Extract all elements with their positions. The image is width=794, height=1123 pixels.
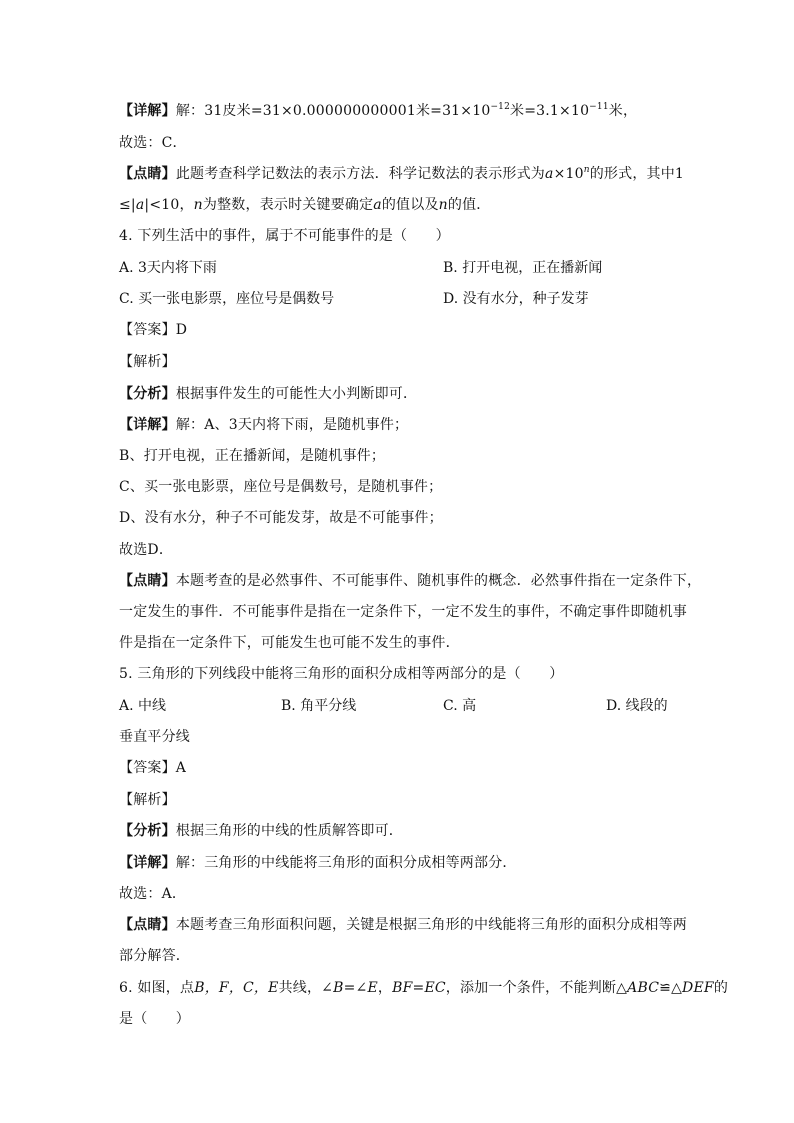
q4-option-d: D. 没有水分，种子发芽: [443, 291, 589, 307]
q5-note-2: 部分解答．: [119, 948, 190, 964]
q4-detail-d: D、没有水分，种子不可能发芽，故是不可能事件；: [119, 510, 443, 526]
q5-stem: 5. 三角形的下列线段中能将三角形的面积分成相等两部分的是（ ）: [119, 666, 564, 682]
q6-stem: 6. 如图，点B，F，C，E共线，∠B=∠E，BF=EC，添加一个条件，不能判断△ABC≌△DEF的: [119, 980, 729, 996]
prev-detail-line: 【详解】解：31皮米=31×0.000000000001米$=31\times 10^{-12}$米$=3.1\times 10^{-11}$米，: [119, 102, 638, 119]
prev-note-line-2: ≤|a|<10，n为整数，表示时关键要确定a的值以及n的值．: [119, 197, 491, 213]
q5-choose: 故选：A．: [119, 886, 187, 902]
q4-detail-c: C、买一张电影票，座位号是偶数号，是随机事件；: [119, 479, 443, 495]
q4-note-1: 【点睛】本题考查的是必然事件、不可能事件、随机事件的概念．必然事件指在一定条件下，: [119, 573, 702, 589]
q4-note-2: 一定发生的事件．不可能事件是指在一定条件下，一定不发生的事件，不确定事件即随机事: [119, 604, 687, 620]
q4-analysis: 【解析】: [119, 354, 176, 370]
prev-note-line-1: 【点睛】此题考查科学记数法的表示方法．科学记数法的表示形式为$a\times 10^n$的形式，其中1: [119, 165, 685, 182]
prev-choose-line: 故选：C．: [119, 135, 187, 151]
q4-option-a: A. 3天内将下雨: [119, 260, 217, 276]
detail-label: 【详解】: [119, 103, 176, 119]
q4-detail: 【详解】解：A、3天内将下雨，是随机事件；: [119, 417, 409, 433]
q5-detail: 【详解】解：三角形的中线能将三角形的面积分成相等两部分．: [119, 855, 517, 871]
q5-answer: 【答案】A: [119, 760, 187, 776]
q4-option-c: C. 买一张电影票，座位号是偶数号: [119, 291, 335, 307]
q4-option-b: B. 打开电视，正在播新闻: [443, 260, 603, 276]
q5-option-d: D. 线段的: [606, 698, 668, 714]
q5-option-a: A. 中线: [119, 698, 167, 714]
q6-stem-cont: 是（ ）: [119, 1011, 190, 1027]
q5-option-c: C. 高: [443, 698, 477, 714]
q4-choose: 故选D．: [119, 542, 174, 558]
q5-option-d-cont: 垂直平分线: [119, 729, 190, 745]
q4-note-3: 件是指在一定条件下，可能发生也可能不发生的事件．: [119, 635, 460, 651]
note-label: 【点睛】: [119, 166, 176, 182]
q4-stem: 4. 下列生活中的事件，属于不可能事件的是（ ）: [119, 228, 450, 244]
q5-fenxi: 【分析】根据三角形的中线的性质解答即可．: [119, 823, 404, 839]
q4-detail-b: B、打开电视，正在播新闻，是随机事件；: [119, 448, 386, 464]
q5-option-b: B. 角平分线: [281, 698, 357, 714]
q4-fenxi: 【分析】根据事件发生的可能性大小判断即可．: [119, 386, 418, 402]
q5-note-1: 【点睛】本题考查三角形面积问题，关键是根据三角形的中线能将三角形的面积分成相等两: [119, 917, 688, 933]
q5-analysis: 【解析】: [119, 792, 176, 808]
q4-answer: 【答案】D: [119, 322, 188, 338]
